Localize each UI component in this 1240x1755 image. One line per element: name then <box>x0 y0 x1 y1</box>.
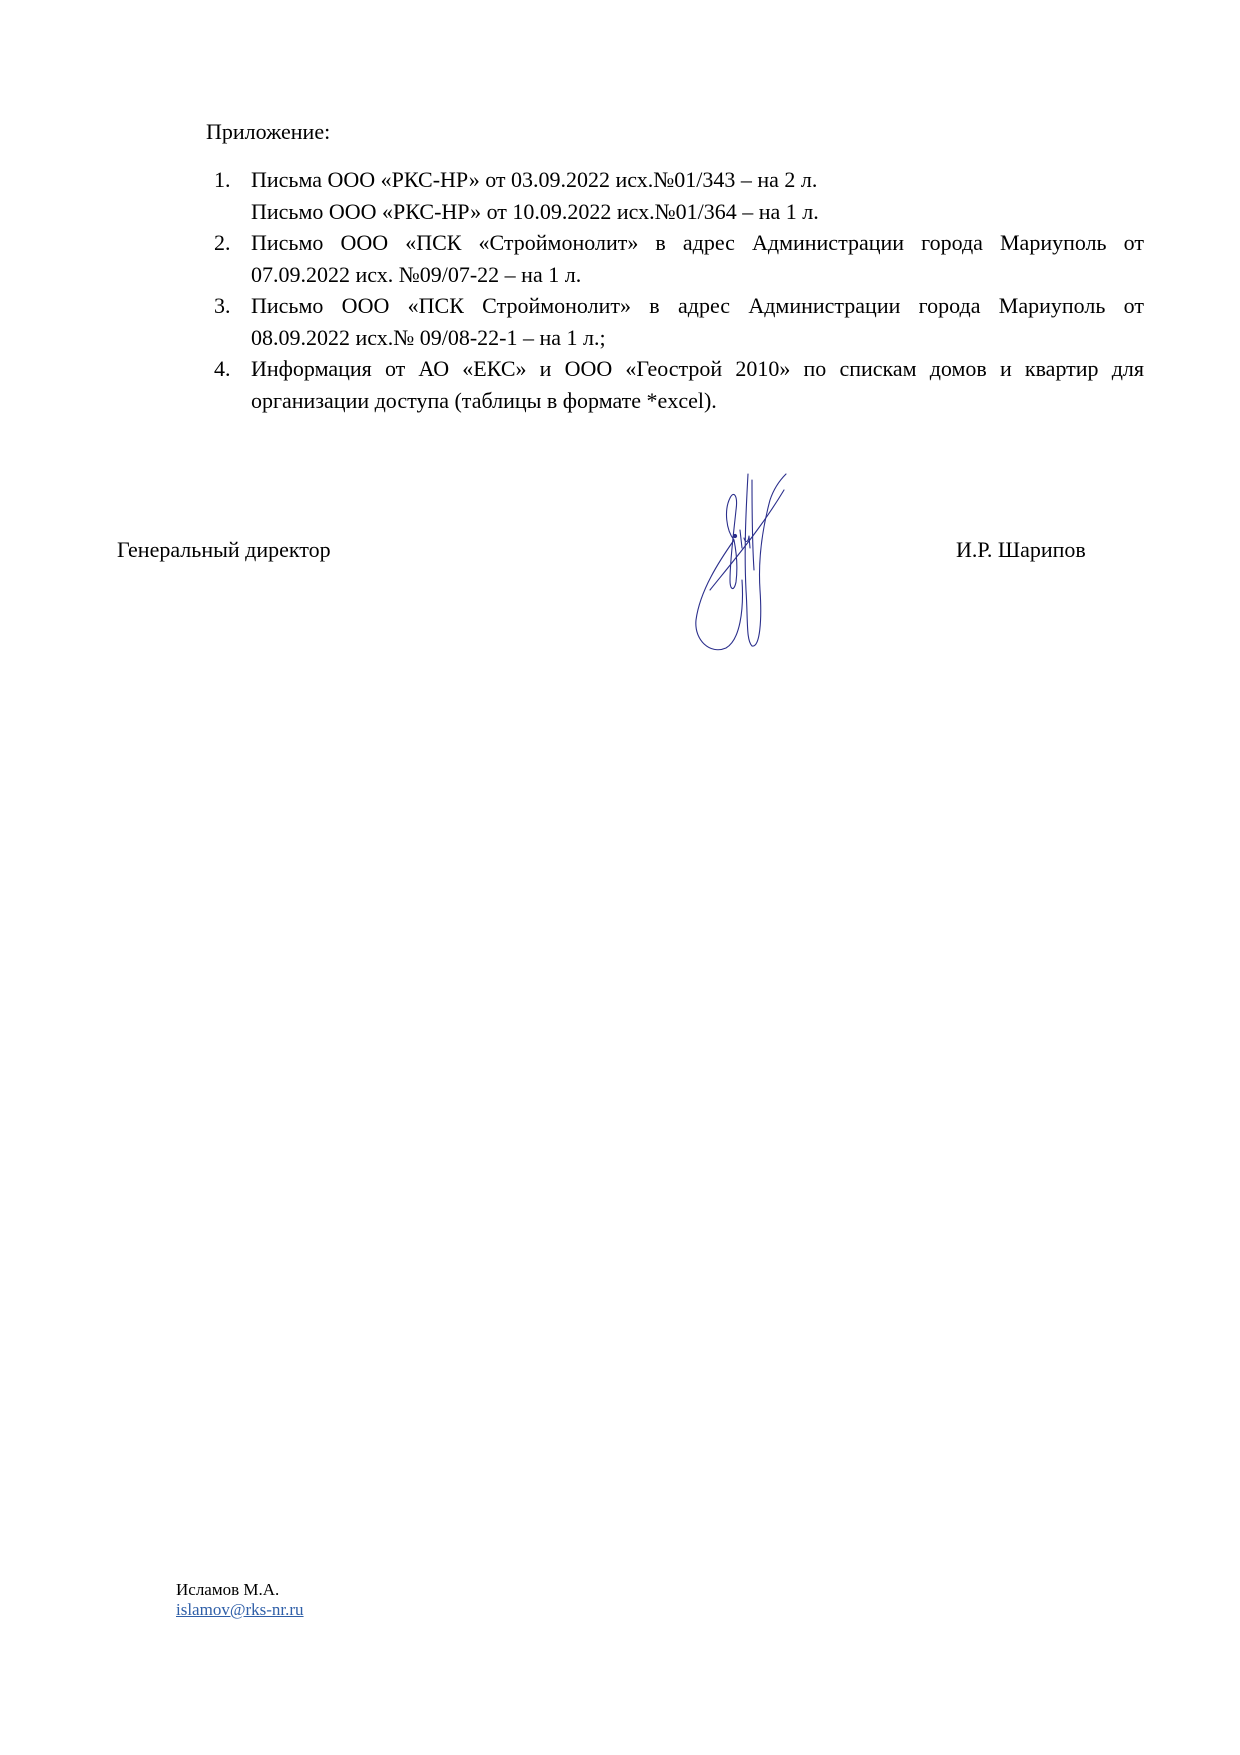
attachment-line: Информация от АО «ЕКС» и ООО «Геострой 2010» по спискам домов и квартир для <box>251 356 1144 381</box>
executor-name: Исламов М.А. <box>176 1580 280 1599</box>
signature-strokes <box>696 474 786 650</box>
attachment-line: Письма ООО «РКС-НР» от 03.09.2022 исх.№01/343 – на 2 л. <box>251 167 818 192</box>
attachment-line: Письмо ООО «ПСК «Строймонолит» в адрес Администрации города Мариуполь от <box>251 230 1144 255</box>
attachment-item <box>206 227 1144 290</box>
attachment-number: 4. <box>214 356 231 381</box>
signatory-name: И.Р. Шарипов <box>956 537 1086 562</box>
attachment-number: 2. <box>214 230 231 255</box>
attachment-line: Письмо ООО «РКС-НР» от 10.09.2022 исх.№01/364 – на 1 л. <box>251 198 819 224</box>
attachment-line: Письмо ООО «ПСК Строймонолит» в адрес Администрации города Мариуполь от <box>251 293 1144 318</box>
attachment-line: организации доступа (таблицы в формате *excel). <box>251 387 717 413</box>
signatory-position: Генеральный директор <box>117 537 331 562</box>
attachments-heading: Приложение: <box>206 119 331 144</box>
attachment-number: 3. <box>214 293 231 318</box>
attachment-line: 08.09.2022 исх.№ 09/08-22-1 – на 1 л.; <box>251 324 606 350</box>
attachment-item <box>206 353 1144 416</box>
attachments-list <box>206 164 1144 416</box>
attachment-item <box>206 290 1144 353</box>
executor-email-link[interactable]: islamov@rks-nr.ru <box>176 1600 304 1619</box>
attachment-line: 07.09.2022 исх. №09/07-22 – на 1 л. <box>251 261 582 287</box>
attachment-number: 1. <box>214 167 231 192</box>
handwritten-signature <box>690 470 800 660</box>
attachment-item <box>206 164 1144 227</box>
